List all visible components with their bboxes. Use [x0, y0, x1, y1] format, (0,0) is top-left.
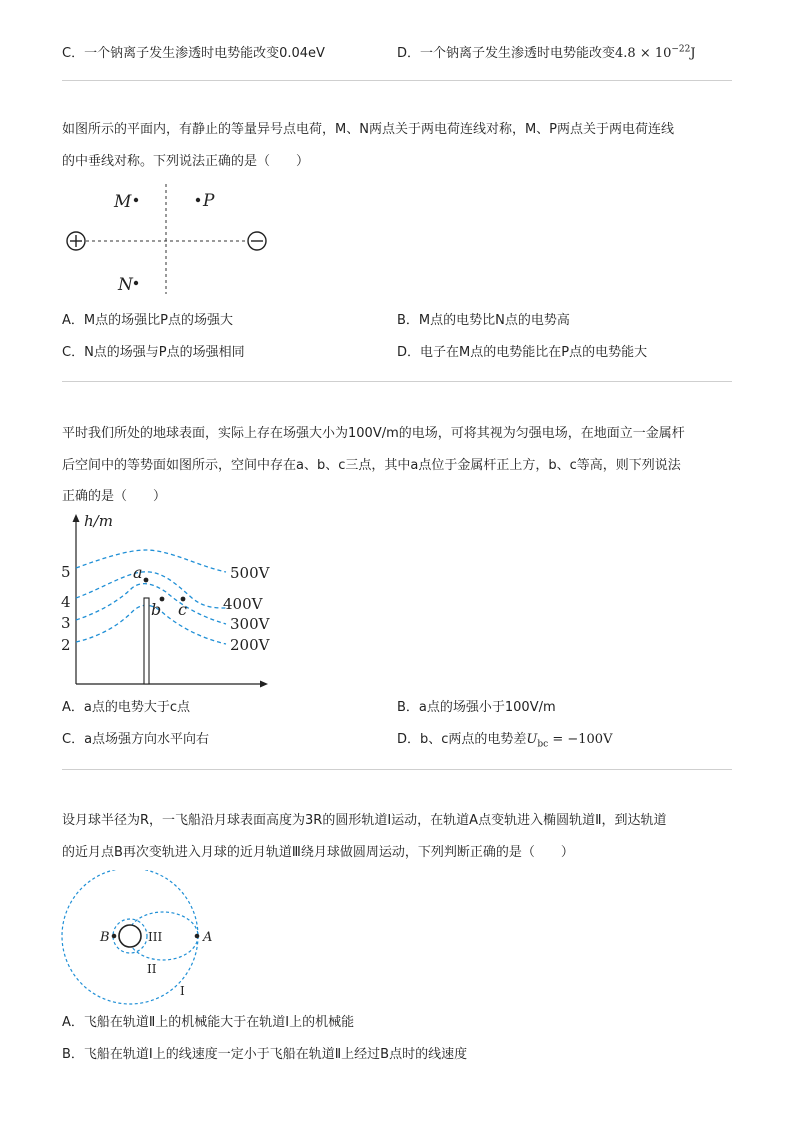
- label-a: A: [203, 930, 213, 945]
- equipotential-500v: [76, 550, 226, 572]
- q2-stem-line3: 正确的是（ ）: [62, 489, 167, 504]
- point-a: [195, 934, 200, 939]
- q2-option-d-symbol: U: [526, 732, 538, 747]
- q1-option-c: C．N点的场强与P点的场强相同: [62, 345, 245, 360]
- option-d-top-exponent: −22: [671, 44, 691, 55]
- moon: [119, 925, 141, 947]
- label-b: b: [151, 600, 162, 619]
- minus-charge-icon: [248, 232, 266, 250]
- q1-option-b: B．M点的电势比N点的电势高: [397, 313, 570, 328]
- option-d-top-base: 4.8 × 10: [615, 46, 672, 61]
- q2-stem-line2: 后空间中的等势面如图所示，空间中存在a、b、c三点，其中a点位于金属杆正上方，b、c等高，则下列说法: [62, 457, 681, 473]
- q3-orbit-figure: [60, 870, 240, 1010]
- point-m: [134, 198, 138, 202]
- q2-equipotential-figure: [58, 508, 290, 690]
- tick-5: 5: [61, 563, 71, 581]
- label-orbit-3: III: [148, 930, 163, 944]
- label-n: N: [118, 275, 133, 295]
- label-m: M: [114, 192, 132, 212]
- label-p: P: [203, 191, 215, 211]
- label-200v: 200V: [230, 636, 270, 654]
- q3-stem-line2: 的近月点B再次变轨进入月球的近月轨道Ⅲ绕月球做圆周运动，下列判断正确的是（ ）: [62, 844, 574, 860]
- divider: [62, 381, 732, 382]
- q1-charge-figure: [60, 182, 280, 298]
- label-orbit-1: I: [180, 984, 185, 998]
- q2-stem: [62, 418, 734, 513]
- tick-2: 2: [61, 636, 71, 654]
- option-d-top: [397, 42, 696, 61]
- option-d-top-math: [615, 46, 696, 61]
- label-500v: 500V: [230, 564, 270, 582]
- q3-stem-line1: 设月球半径为R，一飞船沿月球表面高度为3R的圆形轨道Ⅰ运动，在轨道A点变轨进入椭圆轨道Ⅱ，到达轨道: [62, 813, 667, 828]
- label-b: B: [100, 930, 110, 945]
- q2-option-d-subscript: bc: [537, 739, 549, 750]
- q1-stem-line2: 的中垂线对称。下列说法正确的是（ ）: [62, 153, 310, 169]
- option-d-top-unit: J: [690, 46, 696, 61]
- point-n: [134, 281, 138, 285]
- q1-option-d: D．电子在M点的电势能比在P点的电势能大: [397, 345, 648, 360]
- label-400v: 400V: [223, 595, 263, 613]
- tick-4: 4: [61, 593, 71, 611]
- option-c-top: C．一个钠离子发生渗透时电势能改变0.04eV: [62, 46, 325, 61]
- q2-option-a: A．a点的电势大于c点: [62, 700, 191, 715]
- q3-option-a: A．飞船在轨道Ⅱ上的机械能大于在轨道Ⅰ上的机械能: [62, 1015, 355, 1030]
- q3-stem: [62, 805, 734, 868]
- q1-stem-line1: 如图所示的平面内，有静止的等量异号点电荷，M、N两点关于两电荷连线对称，M、P两点关于两电荷连线: [62, 122, 674, 137]
- q2-stem-line1: 平时我们所处的地球表面，实际上存在场强大小为100V/m的电场，可将其视为匀强电场，在地面立一金属杆: [62, 426, 685, 441]
- metal-rod: [144, 598, 149, 684]
- y-axis-arrow: [73, 514, 80, 522]
- tick-3: 3: [61, 614, 71, 632]
- q2-option-d-value: = −100V: [548, 732, 613, 747]
- label-300v: 300V: [230, 615, 270, 633]
- divider: [62, 80, 732, 81]
- label-a: a: [133, 563, 143, 582]
- option-d-top-text: D．一个钠离子发生渗透时电势能改变: [397, 46, 616, 61]
- label-c: c: [178, 600, 187, 619]
- axis-label: h/m: [84, 512, 113, 530]
- point-a: [144, 578, 149, 583]
- plus-charge-icon: [67, 232, 85, 250]
- point-b: [112, 934, 117, 939]
- point-p: [196, 198, 200, 202]
- q2-option-d-text: D．b、c两点的电势差: [397, 732, 527, 747]
- q2-option-b: B．a点的场强小于100V/m: [397, 700, 556, 715]
- q2-option-d-math: [526, 732, 613, 750]
- q3-option-b: B．飞船在轨道Ⅰ上的线速度一定小于飞船在轨道Ⅱ上经过B点时的线速度: [62, 1047, 468, 1062]
- x-axis-arrow: [260, 681, 268, 688]
- q1-option-a: A．M点的场强比P点的场强大: [62, 313, 233, 328]
- label-orbit-2: II: [147, 962, 157, 976]
- q1-stem: [62, 114, 734, 177]
- divider: [62, 769, 732, 770]
- q2-option-c: C．a点场强方向水平向右: [62, 732, 210, 747]
- q2-option-d: [397, 728, 612, 750]
